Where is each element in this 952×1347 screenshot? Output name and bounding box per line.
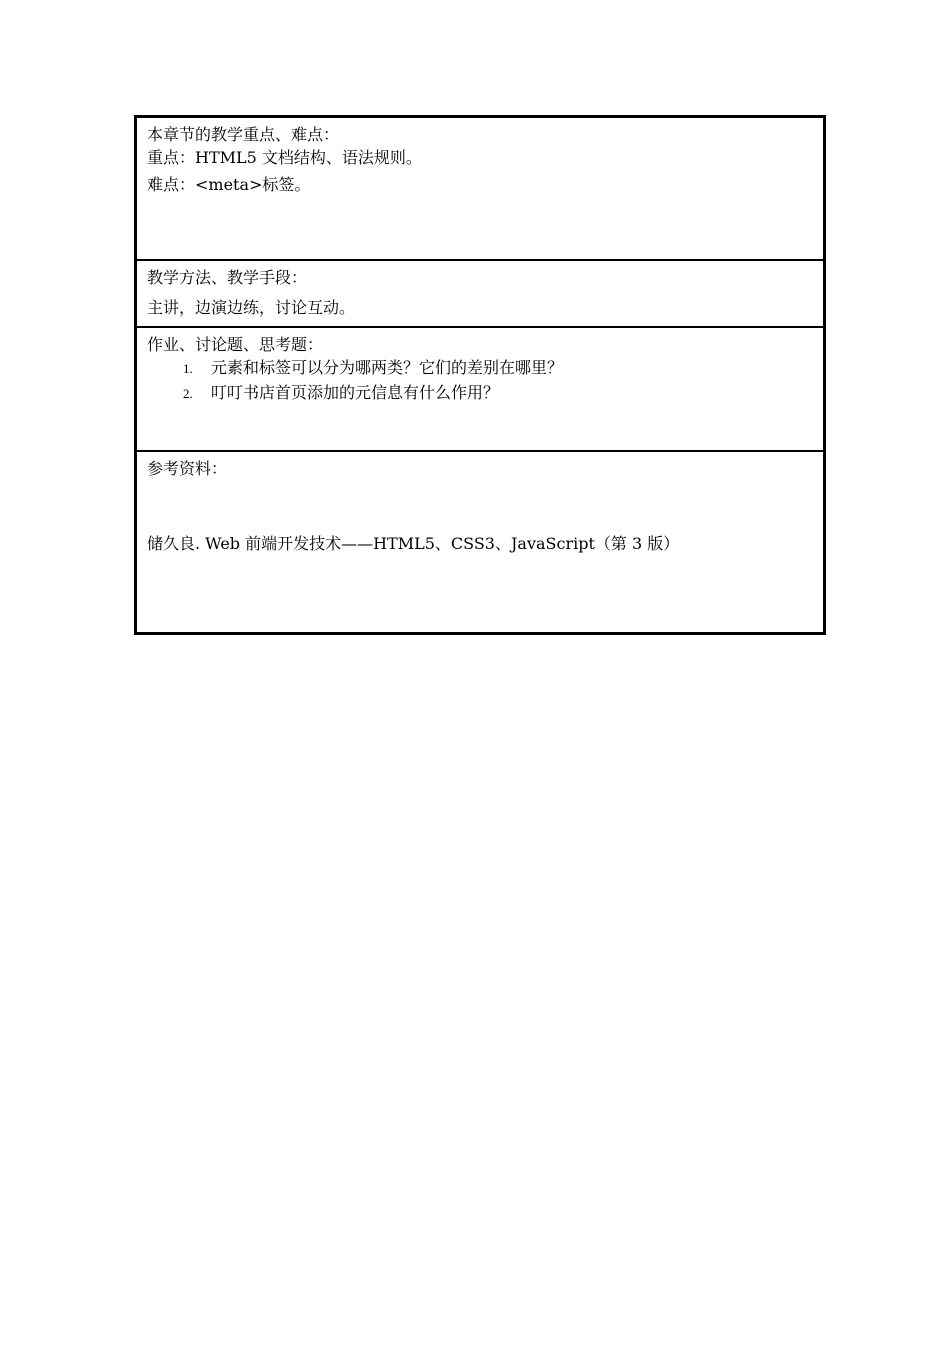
references-section xyxy=(137,452,823,632)
references-heading: 参考资料： xyxy=(147,459,228,478)
list-item-text: 元素和标签可以分为哪两类？它们的差别在哪里？ xyxy=(211,358,564,377)
list-item-text: 叮叮书店首页添加的元信息有什么作用？ xyxy=(211,383,500,402)
homework-heading: 作业、讨论题、思考题： xyxy=(147,335,324,354)
teaching-method-section xyxy=(137,261,823,328)
teaching-method-content: 主讲，边演边练，讨论互动。 xyxy=(147,298,356,317)
list-item-number: 2. xyxy=(183,386,193,401)
homework-section xyxy=(137,328,823,452)
key-points-heading: 本章节的教学重点、难点： xyxy=(147,125,340,144)
lesson-plan-table xyxy=(134,115,826,635)
difficulty-text: 难点：<meta>标签。 xyxy=(147,175,311,194)
teaching-method-heading: 教学方法、教学手段： xyxy=(147,268,308,287)
reference-citation: 储久良. Web 前端开发技术——HTML5、CSS3、JavaScript（第 3 版） xyxy=(147,534,680,553)
homework-list xyxy=(147,356,813,406)
list-item xyxy=(147,381,813,406)
focus-text: 重点：HTML5 文档结构、语法规则。 xyxy=(147,148,422,167)
key-points-section xyxy=(137,118,823,261)
list-item-number: 1. xyxy=(183,361,193,376)
list-item xyxy=(147,356,813,381)
